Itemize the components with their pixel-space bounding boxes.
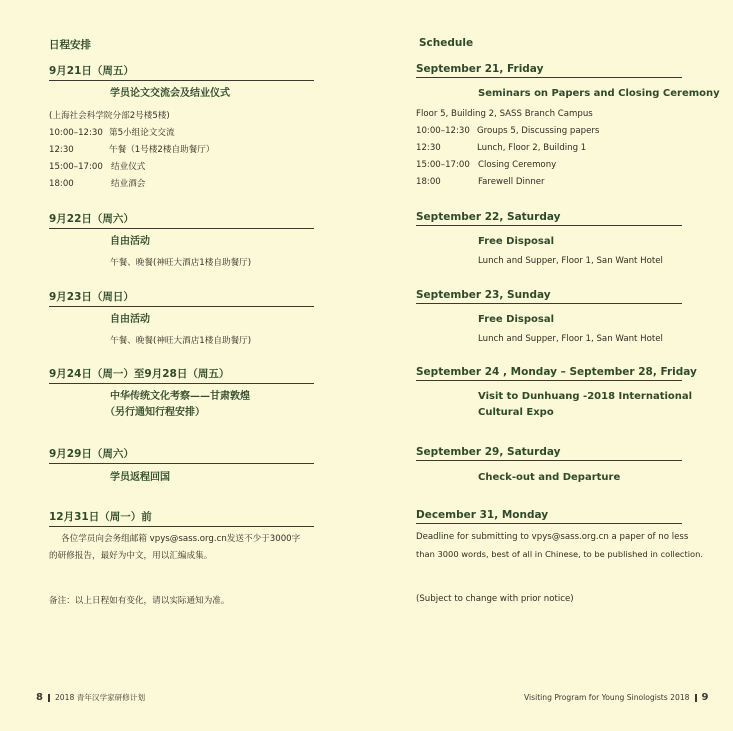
time-row-en: 10:00–12:30 Groups 5, Discussing papers (416, 126, 600, 136)
event-title-sep22-en: Free Disposal (478, 236, 555, 247)
note-cn: 备注：以上日程如有变化，请以实际通知为准。 (49, 596, 230, 606)
day-header-sep24-cn: 9月24日（周一）至9月28日（周五） (49, 366, 314, 384)
event-title-sep23-en: Free Disposal (478, 314, 555, 325)
footer-text-right: Visiting Program for Young Sinologists 2018 (524, 693, 690, 702)
time-row-en: 12:30 Lunch, Floor 2, Building 1 (416, 143, 587, 153)
note-en: (Subject to change with prior notice) (416, 594, 574, 604)
event-title-sep22-cn: 自由活动 (110, 236, 150, 247)
day-header-sep23-en: September 23, Sunday (416, 289, 682, 304)
location-sep21-cn: (上海社会科学院分部2号楼5楼) (49, 111, 170, 121)
event-title-sep21-en: Seminars on Papers and Closing Ceremony (478, 88, 720, 99)
time-row-en: 18:00 Farewell Dinner (416, 177, 545, 187)
location-sep21-en: Floor 5, Building 2, SASS Branch Campus (416, 109, 593, 119)
time-row-cn: 18:00 结业酒会 (49, 179, 146, 189)
event-subtitle-sep24-cn: （另行通知行程安排） (105, 407, 205, 418)
time-row-cn: 15:00–17:00 结业仪式 (49, 162, 146, 172)
footer-right (524, 692, 708, 703)
time-row-en: 15:00–17:00 Closing Ceremony (416, 160, 557, 170)
day-header-sep29-cn: 9月29日（周六） (49, 446, 314, 464)
time-row-cn: 12:30 午餐（1号楼2楼自助餐厅） (49, 145, 215, 155)
detail-sep23-en: Lunch and Supper, Floor 1, San Want Hotel (478, 334, 663, 344)
footer-text-left: 2018 青年汉学家研修计划 (54, 693, 146, 702)
day-header-sep29-en: September 29, Saturday (416, 446, 682, 461)
event-title-sep29-en: Check-out and Departure (478, 472, 621, 483)
time-row-cn: 10:00–12:30 第5小组论文交流 (49, 128, 175, 138)
event-title-sep29-cn: 学员返程回国 (110, 472, 170, 483)
schedule-title-cn: 日程安排 (49, 39, 91, 51)
day-header-sep22-cn: 9月22日（周六） (49, 211, 314, 229)
day-header-sep21-en: September 21, Friday (416, 63, 682, 78)
event-title-sep23-cn: 自由活动 (110, 314, 150, 325)
day-header-dec31-en: December 31, Monday (416, 509, 682, 524)
day-header-sep22-en: September 22, Saturday (416, 211, 682, 226)
page-number-right: 9 (701, 692, 709, 703)
event-subtitle-sep24-en: Cultural Expo (478, 407, 554, 418)
event-title-sep24-cn: 中华传统文化考察——甘肃敦煌 (110, 391, 250, 402)
footer-divider-right (695, 694, 697, 702)
detail-dec31-line2-en: than 3000 words, best of all in Chinese, to be published in collection. (416, 549, 704, 559)
footer-divider-left (48, 694, 50, 702)
page-number-left: 8 (36, 692, 43, 703)
detail-sep23-cn: 午餐、晚餐(神旺大酒店1楼自助餐厅) (110, 336, 252, 346)
day-header-dec31-cn: 12月31日（周一）前 (49, 509, 314, 527)
day-header-sep23-cn: 9月23日（周日） (49, 289, 314, 307)
detail-sep22-en: Lunch and Supper, Floor 1, San Want Hotel (478, 256, 663, 266)
detail-sep22-cn: 午餐、晚餐(神旺大酒店1楼自助餐厅) (110, 258, 252, 268)
event-title-sep21-cn: 学员论文交流会及结业仪式 (110, 88, 230, 99)
day-header-sep21-cn: 9月21日（周五） (49, 63, 314, 81)
event-title-sep24-en: Visit to Dunhuang -2018 International (478, 391, 693, 402)
detail-dec31-line1-cn: 各位学员向会务组邮箱 vpys@sass.org.cn发送不少于3000字 (61, 534, 301, 544)
footer-left (36, 692, 145, 703)
detail-dec31-line1-en: Deadline for submitting to vpys@sass.org.cn a paper of no less (416, 532, 689, 542)
schedule-title-en: Schedule (419, 37, 474, 49)
detail-dec31-line2-cn: 的研修报告，最好为中文，用以汇编成集。 (49, 551, 213, 561)
day-header-sep24-en: September 24 , Monday – September 28, Friday (416, 366, 682, 381)
